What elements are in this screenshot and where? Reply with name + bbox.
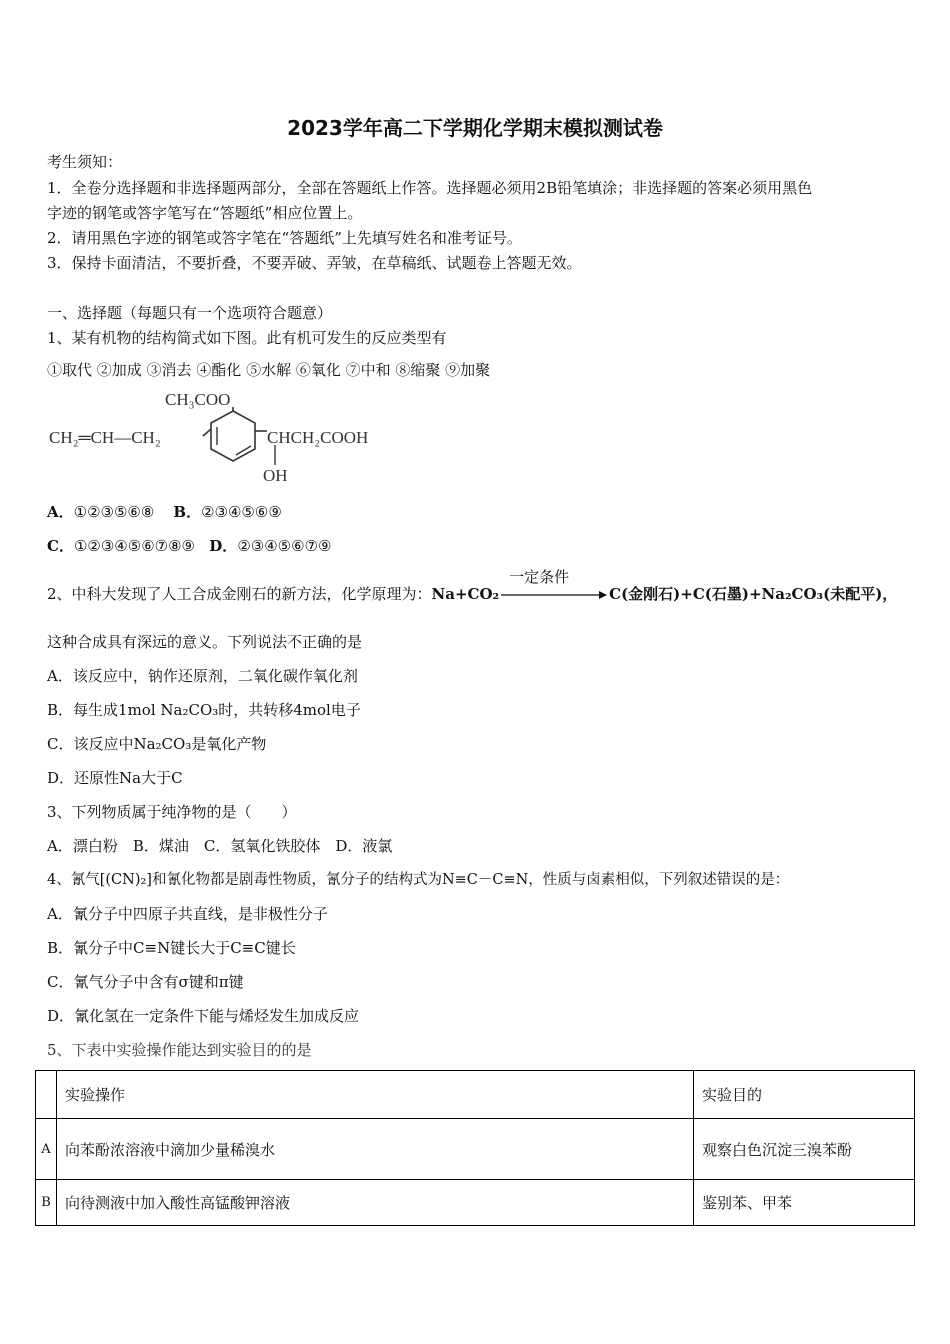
chain-left: CH₂═CH—CH₂ <box>49 428 161 447</box>
table-header-row <box>36 1071 915 1119</box>
hydroxyl-group: OH <box>263 466 288 485</box>
notice-heading: 考生须知： <box>47 153 123 171</box>
table-row <box>36 1119 915 1180</box>
q1-reaction-types: ①取代 ②加成 ③消去 ④酯化 ⑤水解 ⑥氧化 ⑦中和 ⑧缩聚 ⑨加聚 <box>47 361 491 379</box>
table-header-cell: 实验目的 <box>694 1071 915 1119</box>
table-cell: 鉴别苯、甲苯 <box>694 1180 915 1226</box>
notice-item: 3．保持卡面清洁，不要折叠，不要弄破、弄皱，在草稿纸、试题卷上答题无效。 <box>47 254 582 272</box>
q1-stem: 1、某有机物的结构简式如下图。此有机可发生的反应类型有 <box>47 329 447 347</box>
arrow-icon <box>499 585 609 605</box>
q1-structure-diagram <box>47 385 387 490</box>
experiment-table <box>35 1070 915 1226</box>
notice-item: 字迹的钢笔或答字笔写在“答题纸”相应位置上。 <box>47 204 363 222</box>
ring-double-bond <box>236 446 251 455</box>
table-cell: 向苯酚浓溶液中滴加少量稀溴水 <box>57 1119 694 1180</box>
q2-reactants: Na+CO₂ <box>431 585 500 603</box>
q2-option-c: C．该反应中Na₂CO₃是氧化产物 <box>47 735 267 753</box>
q5-stem: 5、下表中实验操作能达到实验目的的是 <box>47 1041 312 1059</box>
notice-item: 1．全卷分选择题和非选择题两部分，全部在答题纸上作答。选择题必须用2B铅笔填涂；非选择题的答案必须用黑色 <box>47 179 813 197</box>
q4-option-a: A．氰分子中四原子共直线，是非极性分子 <box>47 905 328 923</box>
q2-stem-pre: 2、中科大发现了人工合成金刚石的新方法，化学原理为： <box>47 585 432 603</box>
q2-stem-line <box>47 568 898 605</box>
q1-option-a: ①②③⑤⑥⑧ <box>73 503 155 521</box>
q2-option-a: A．该反应中，钠作还原剂，二氧化碳作氧化剂 <box>47 667 358 685</box>
table-header-cell: 实验操作 <box>57 1071 694 1119</box>
q1-option-b: ②③④⑤⑥⑨ <box>201 503 282 521</box>
q1-option-d: ②③④⑤⑥⑦⑨ <box>237 537 332 555</box>
q4-option-c: C．氰气分子中含有σ键和π键 <box>47 973 244 991</box>
q2-option-b: B．每生成1mol Na₂CO₃时，共转移4mol电子 <box>47 701 361 719</box>
table-cell: A <box>36 1119 57 1180</box>
notice-item: 2．请用黑色字迹的钢笔或答字笔在“答题纸”上先填写姓名和准考证号。 <box>47 229 522 247</box>
q4-stem: 4、氰气[(CN)₂]和氰化物都是剧毒性物质，氰分子的结构式为N≡C－C≡N，性质与卤素相似，下列叙述错误的是： <box>47 872 790 888</box>
table-cell: 观察白色沉淀三溴苯酚 <box>694 1119 915 1180</box>
q3-options: A．漂白粉 B．煤油 C．氢氧化铁胶体 D．液氯 <box>47 837 393 855</box>
q2-products: C(金刚石)+C(石墨)+Na₂CO₃(未配平)， <box>609 585 898 603</box>
q1-options-row1 <box>47 502 282 522</box>
q1-options-row2 <box>47 536 331 556</box>
bond-to-chain <box>203 429 211 436</box>
acetoxy-group: CH₃COO <box>165 390 231 409</box>
table-row <box>36 1180 915 1226</box>
q4-option-b: B．氰分子中C≡N键长大于C≡C键长 <box>47 939 296 957</box>
section-heading: 一、选择题（每题只有一个选项符合题意） <box>47 304 333 322</box>
table-cell: B <box>36 1180 57 1226</box>
q1-option-b-label: B． <box>173 503 202 521</box>
table-cell: 向待测液中加入酸性高锰酸钾溶液 <box>57 1180 694 1226</box>
q1-option-d-label: D． <box>209 537 238 555</box>
q1-option-a-label: A． <box>47 503 74 521</box>
q2-option-d: D．还原性Na大于C <box>47 769 183 787</box>
reaction-arrow <box>499 568 609 605</box>
table-header-cell <box>36 1071 57 1119</box>
reaction-condition: 一定条件 <box>509 568 570 586</box>
q2-stem-post: 这种合成具有深远的意义。下列说法不正确的是 <box>47 633 363 651</box>
page-title: 2023学年高二下学期化学期末模拟测试卷 <box>287 116 663 140</box>
q1-option-c-label: C． <box>47 537 74 555</box>
chain-right: CHCH₂COOH <box>267 428 369 447</box>
q1-option-c: ①②③④⑤⑥⑦⑧⑨ <box>73 537 195 555</box>
q3-stem: 3、下列物质属于纯净物的是（ ） <box>47 803 297 821</box>
q4-option-d: D．氰化氢在一定条件下能与烯烃发生加成反应 <box>47 1007 360 1025</box>
